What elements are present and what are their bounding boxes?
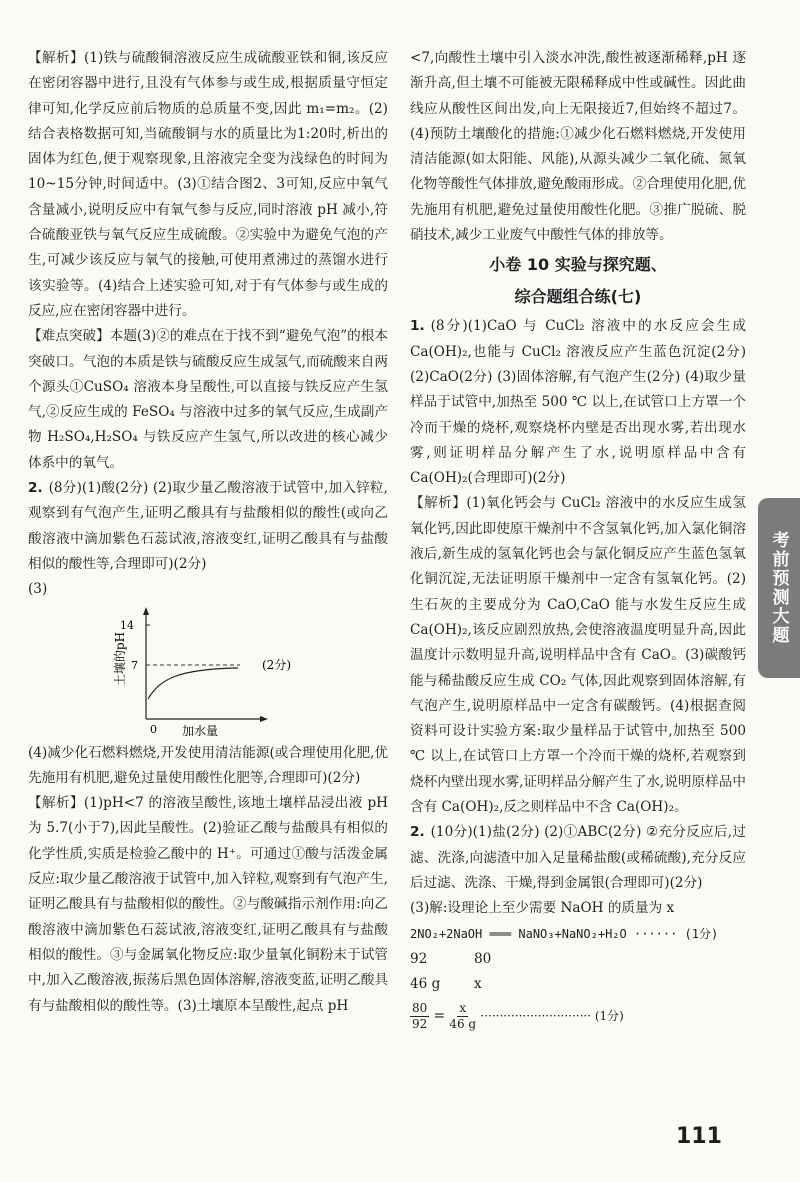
right-fraction [449,1001,476,1032]
fraction-numerator: 80 [412,1001,428,1016]
given-mass: 46 g [410,976,441,993]
proportion-row: $\frac{80}{92}$ = $\frac{x}{46 g}$ ····························· (1分) [412,1001,624,1032]
question-number: 2. [410,824,425,841]
ph-graph-svg [28,607,328,737]
section-title-line-1: 小卷 10 实验与探究题、 [489,255,667,275]
x-axis-label: 加水量 [182,723,219,737]
x-axis-arrow [260,716,268,722]
section-title-line-2: 综合题组合练(七) [514,287,642,307]
question-number: 1. [410,318,425,335]
page-number: 111 [676,1124,722,1149]
fraction-numerator: x [459,1001,467,1016]
y-axis-label: 土壤的pH [113,631,127,686]
question-2 [410,820,746,896]
y-tick-14: 14 [120,618,134,632]
difficulty-paragraph: 【难点突破】本题(3)②的难点在于找不到“避免气泡”的根本突破口。气泡的本质是铁与硫酸反应生成氢气,而硫酸来自两个源头①CuSO₄ 溶液本身呈酸性,可以直接与铁反应产生氢气,②反应生成的 FeSO₄ 与溶液中过多的氧气反应,生成副产物 H₂SO₄,H₂SO₄ 与铁反应产生氢气,所以改进的核心减少体系中的氧气。 [28,328,388,471]
question-2-answer: (8分)(1)酸(2分) (2)取少量乙酸溶液于试管中,加入锌粒,观察到有气泡产生,证明乙酸具有与盐酸相似的酸性(或向乙酸溶液中滴加紫色石蕊试液,溶液变红,证明乙酸具有与盐酸相似的酸性等,合理即可)(2分) [28,480,388,572]
solution-setup: (3)解:设理论上至少需要 NaOH 的质量为 x [410,900,675,917]
mass-ratio-row [410,947,746,972]
question-2-part-3-label: (3) [28,581,48,598]
question-2 [28,476,388,577]
origin-label: 0 [150,722,157,736]
proportion-score: ····························· (1分) [480,1009,624,1024]
analysis-continued: <7,向酸性土壤中引入淡水冲洗,酸性被逐渐稀释,pH 逐渐升高,但土壤不可能被无限稀释成中性或碱性。因此曲线应从酸性区间出发,向上无限接近7,但始终不超过7。(4)预防土壤酸化的措施:①减少化石燃料燃烧,开发使用清洁能源(如太阳能、风能),从源头减少二氧化硫、氮氧化物等酸性气体排放,避免酸雨形成。②合理使用化肥,优先施用有机肥,避免过量使用酸性化肥。③推广脱硫、脱硝技术,减少工业废气中酸性气体的排放等。 [410,50,746,244]
question-1-answer: (8分)(1)CaO 与 CuCl₂ 溶液中的水反应会生成 Ca(OH)₂,也能与 CuCl₂ 溶液反应产生蓝色沉淀(2分) (2)CaO(2分) (3)固体溶解,有气泡产生(2分) (4)取少量样品于试管中,加热至 500 ℃ 以上,在试管口上方罩一个冷而干燥的烧杯,观察烧杯内壁是否出现水雾,若出现水雾,则证明样品分解产生了水,说明原样品中含有 Ca(OH)₂(合理即可)(2分) [410,318,746,487]
fraction-denominator: 46 g [449,1017,477,1032]
y-tick-7: 7 [131,658,138,672]
unknown-mass: x [474,976,482,993]
mass-values-row [410,972,746,997]
analysis-paragraph-3: 【解析】(1)氧化钙会与 CuCl₂ 溶液中的水反应生成氢氧化钙,因此即使原干燥剂中不含氢氧化钙,加入氯化铜溶液后,新生成的氢氧化钙也会与氯化铜反应产生蓝色氢氧化铜沉淀,无法证明原干燥剂中一定含有氢氧化钙。(2)生石灰的主要成分为 CaO,CaO 能与水发生反应生成 Ca(OH)₂,该反应剧烈放热,会使溶液温度明显升高,因此温度计示数明显升高,说明样品中含有 CaO。(3)碳酸钙能与稀盐酸反应生成 CO₂ 气体,因此观察到固体溶解,有气泡产生,说明原样品中一定含有碳酸钙。(4)根据查阅资料可设计实验方案:取少量样品于试管中,加热至 500 ℃ 以上,在试管口上方罩一个冷而干燥的烧杯,若观察到烧杯内壁出现水雾,证明样品分解产生了水,说明原样品中含有 Ca(OH)₂,反之则样品中不含 Ca(OH)₂。 [410,495,746,816]
fraction-denominator: 92 [412,1017,428,1032]
y-axis-arrow [143,607,149,615]
question-number: 2. [28,480,43,497]
question-2-answer: (10分)(1)盐(2分) (2)①ABC(2分) ②充分反应后,过滤、洗涤,向滤渣中加入足量稀盐酸(或稀硫酸),充分反应后过滤、洗涤、干燥,得到金属银(合理即可)(2分) [410,824,746,891]
ph-curve [148,668,238,699]
question-1 [410,314,746,491]
left-fraction [410,1001,429,1032]
chemical-equation: 2NO₂+2NaOH ═══ NaNO₃+NaNO₂+H₂O ······ (1分) [410,926,719,941]
right-column [410,46,746,1032]
graph-score: (2分) [262,657,291,672]
left-column [28,46,388,1019]
analysis-paragraph-1: 【解析】(1)铁与硫酸铜溶液反应生成硫酸亚铁和铜,该反应在密闭容器中进行,且没有气体参与或生成,根据质量守恒定律可知,化学反应前后物质的总质量不变,因此 m₁=m₂。(2)结合表格数据可知,当硫酸铜与水的质量比为1:20时,析出的固体为红色,便于观察现象,且溶液完全变为浅绿色的时间为10~15分钟,时间适中。(3)①结合图2、3可知,反应中氧气含量减小,说明反应中有氧气参与反应,同时溶液 pH 减小,符合硫酸亚铁与氧气反应生成硫酸。②实验中为避免气泡的产生,可减少该反应与氧气的接触,可使用煮沸过的蒸馏水进行该实验等。(4)结合上述实验可知,对于有气体参与或生成的反应,应在密闭容器中进行。 [28,50,388,319]
ratio-value: 92 [410,950,428,967]
ph-graph [28,607,388,737]
analysis-paragraph-2: 【解析】(1)pH<7 的溶液呈酸性,该地土壤样品浸出液 pH 为 5.7(小于7),因此呈酸性。(2)验证乙酸与盐酸具有相似的化学性质,实质是检验乙酸中的 H⁺。可通过①酸与活泼金属反应:取少量乙酸溶液于试管中,加入锌粒,观察到有气泡产生,证明乙酸具有与盐酸相似的酸性。②与酸碱指示剂作用:向乙酸溶液中滴加紫色石蕊试液,溶液变红,证明乙酸具有与盐酸相似的酸性。③与金属氧化物反应:取少量氧化铜粉末于试管中,加入乙酸溶液,振荡后黑色固体溶解,溶液变蓝,证明乙酸具有与盐酸相似的酸性等。(3)土壤原本呈酸性,起点 pH [28,795,388,1014]
question-2-part-4: (4)减少化石燃料燃烧,开发使用清洁能源(或合理使用化肥,优先施用有机肥,避免过量使用酸性化肥等,合理即可)(2分) [28,744,388,786]
side-tab-label: 考前预测大题 [758,498,800,678]
ratio-value: 80 [474,950,492,967]
